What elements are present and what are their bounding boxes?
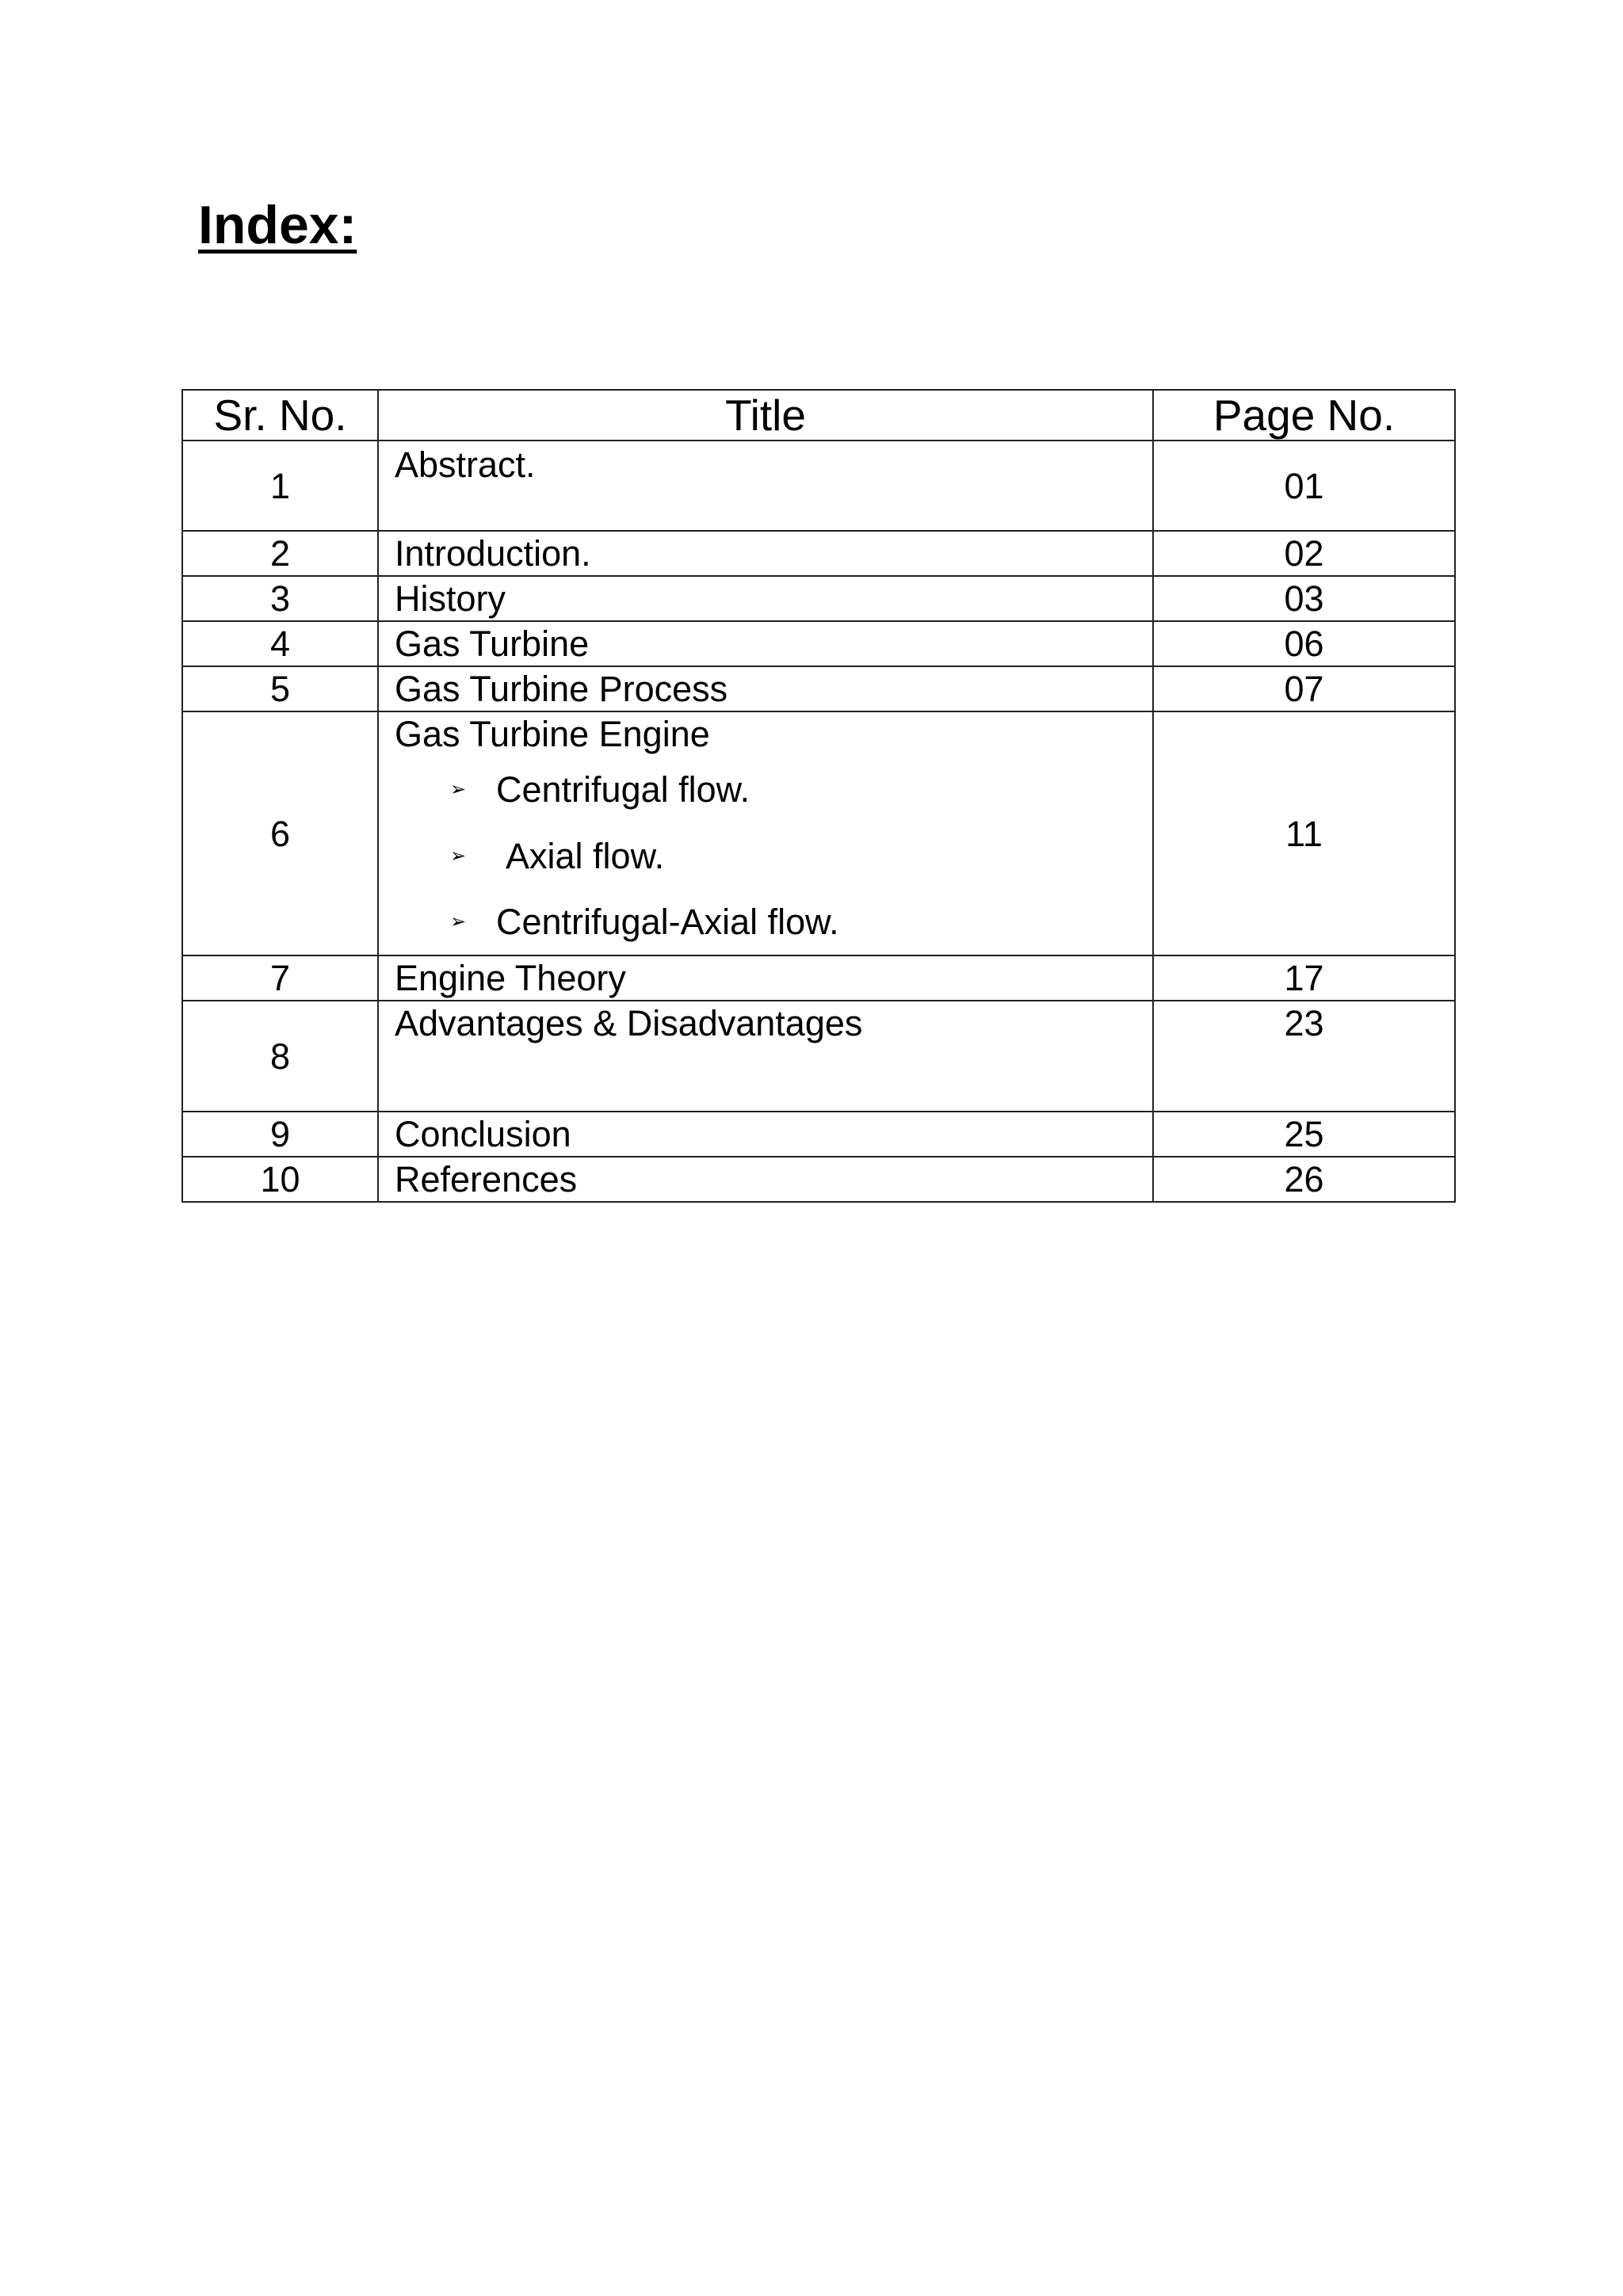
header-title: Title [378,390,1153,441]
index-table [181,389,1456,1203]
sr-no-cell: 8 [182,1001,378,1112]
title-cell: Introduction. [378,531,1153,576]
page-no-cell: 17 [1153,955,1455,1001]
sr-no-cell: 5 [182,666,378,711]
page-no-cell: 26 [1153,1157,1455,1202]
table-header-row [182,390,1455,441]
page-no-cell: 01 [1153,441,1455,531]
table-row [182,1157,1455,1202]
sub-item-text: Centrifugal flow. [496,769,750,810]
page-no-cell: 23 [1153,1001,1455,1112]
table-row [182,621,1455,666]
arrowhead-bullet-icon: ➢ [450,910,467,933]
page-title: Index: [198,195,357,255]
arrowhead-bullet-icon: ➢ [450,845,467,867]
sr-no-cell: 10 [182,1157,378,1202]
title-cell: Advantages & Disadvantages [378,1001,1153,1112]
table-row [182,531,1455,576]
table-row [182,441,1455,531]
list-item [395,822,1152,889]
table-row [182,1001,1455,1112]
page-no-cell: 11 [1153,711,1455,955]
table-row [182,666,1455,711]
list-item [395,756,1152,822]
page-no-cell: 25 [1153,1112,1455,1157]
header-sr-no: Sr. No. [182,390,378,441]
table-row [182,576,1455,621]
sr-no-cell: 7 [182,955,378,1001]
page-no-cell: 03 [1153,576,1455,621]
page-no-cell: 07 [1153,666,1455,711]
table-row [182,955,1455,1001]
title-cell: Conclusion [378,1112,1153,1157]
title-text: Gas Turbine Engine [395,714,710,754]
sr-no-cell: 3 [182,576,378,621]
sub-item-text: Axial flow. [506,835,665,876]
sr-no-cell: 2 [182,531,378,576]
sub-item-text: Centrifugal-Axial flow. [496,901,839,942]
sub-item-list [395,756,1152,954]
list-item [395,889,1152,954]
page-no-cell: 06 [1153,621,1455,666]
title-cell: Gas Turbine [378,621,1153,666]
sr-no-cell: 6 [182,711,378,955]
title-cell: Gas Turbine Process [378,666,1153,711]
title-cell: History [378,576,1153,621]
arrowhead-bullet-icon: ➢ [450,778,467,800]
sr-no-cell: 1 [182,441,378,531]
title-cell: Abstract. [378,441,1153,531]
title-cell: Engine Theory [378,955,1153,1001]
sr-no-cell: 4 [182,621,378,666]
title-cell [378,711,1153,955]
table-row [182,1112,1455,1157]
page-no-cell: 02 [1153,531,1455,576]
title-cell: References [378,1157,1153,1202]
table-row [182,711,1455,955]
sr-no-cell: 9 [182,1112,378,1157]
header-page-no: Page No. [1153,390,1455,441]
